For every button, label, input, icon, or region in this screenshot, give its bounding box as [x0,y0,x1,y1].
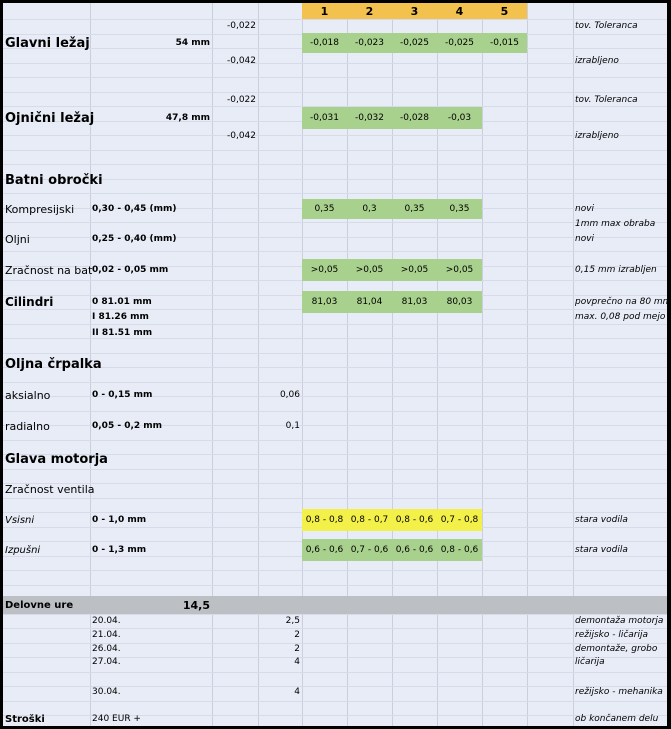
table-row [3,33,667,53]
grid-line [3,411,667,412]
table-row [3,229,667,249]
grid-line [3,251,667,252]
table-cell[interactable]: 54 mm [175,38,210,48]
value-cell[interactable]: -0,03 [437,107,482,129]
table-row [3,93,667,107]
value-cell[interactable]: 0,8 - 0,8 [302,509,347,531]
column-header-5[interactable]: 5 [482,3,527,19]
table-cell[interactable]: 2 [294,644,300,654]
grid-line [3,701,667,702]
table-row [3,447,667,471]
table-cell[interactable]: 0 - 1,0 mm [92,515,147,525]
value-cell[interactable]: -0,025 [392,33,437,53]
table-cell[interactable]: 0 81.01 mm [92,297,152,307]
table-row [3,596,667,614]
value-cell[interactable]: >0,05 [392,259,437,281]
table-cell[interactable]: novi [575,204,595,214]
table-cell[interactable]: -0,042 [226,131,256,141]
table-row [3,479,667,499]
value-cell[interactable]: -0,018 [302,33,347,53]
table-cell[interactable]: II 81.51 mm [92,328,153,338]
table-cell[interactable]: Batni obročki [5,172,103,188]
table-row [3,642,667,656]
table-row [3,129,667,143]
table-cell[interactable]: 47,8 mm [165,113,210,123]
value-cell[interactable]: 0,8 - 0,7 [347,509,392,531]
table-cell[interactable]: 0,02 - 0,05 mm [92,265,169,275]
spreadsheet-grid [3,3,671,726]
table-row [3,684,667,700]
table-cell[interactable]: Ojnični ležaj [5,110,95,126]
table-row [3,539,667,561]
table-row [3,107,667,129]
table-row [3,711,667,727]
table-cell[interactable]: Glava motorja [5,451,108,467]
table-row [3,325,667,341]
value-cell[interactable]: >0,05 [302,259,347,281]
table-cell[interactable]: demontaže, grobo [575,644,658,654]
value-cell[interactable]: -0,023 [347,33,392,53]
table-cell[interactable]: 0,05 - 0,2 mm [92,421,163,431]
table-cell[interactable]: povprečno na 80 mm [575,297,671,307]
column-header-4[interactable]: 4 [437,3,482,19]
table-row [3,259,667,281]
table-cell[interactable]: stara vodila [575,515,628,525]
table-cell[interactable]: 240 EUR + [92,714,141,724]
grid-line [3,382,667,383]
table-cell[interactable]: Oljna črpalka [5,356,102,372]
table-row [3,199,667,219]
grid-line [3,164,667,165]
value-cell[interactable]: 0,7 - 0,6 [347,539,392,561]
table-row [3,53,667,69]
table-cell[interactable]: 21.04. [92,630,121,640]
column-header-3[interactable]: 3 [392,3,437,19]
table-cell[interactable]: Glavni ležaj [5,35,90,51]
table-cell[interactable]: 4 [294,687,300,697]
value-cell[interactable]: >0,05 [437,259,482,281]
table-cell[interactable]: 26.04. [92,644,121,654]
value-cell[interactable]: 0,35 [392,199,437,219]
table-cell[interactable]: I 81.26 mm [92,312,149,322]
value-cell[interactable]: 81,03 [302,291,347,313]
value-cell[interactable]: 0,3 [347,199,392,219]
table-cell[interactable]: Izpušni [5,544,41,556]
value-cell[interactable]: 0,8 - 0,6 [392,509,437,531]
table-cell[interactable]: -0,022 [226,95,256,105]
value-cell[interactable]: 0,6 - 0,6 [392,539,437,561]
grid-line [3,193,667,194]
table-cell[interactable]: 0,30 - 0,45 (mm) [92,204,177,214]
value-cell[interactable]: -0,025 [437,33,482,53]
table-cell[interactable]: Vsisni [5,514,35,526]
table-cell[interactable]: stara vodila [575,545,628,555]
grid-line [3,585,667,586]
table-cell[interactable]: aksialno [5,388,51,402]
value-cell[interactable]: -0,028 [392,107,437,129]
value-cell[interactable]: -0,032 [347,107,392,129]
table-cell[interactable]: 2,5 [285,616,300,626]
table-cell[interactable]: ličarija [575,657,605,667]
table-cell[interactable]: 2 [294,630,300,640]
table-cell[interactable]: 0,06 [279,390,300,400]
grid-line [3,570,667,571]
table-cell[interactable]: 1mm max obraba [575,219,656,229]
table-cell[interactable]: Cilindri [5,295,54,309]
table-cell[interactable]: max. 0,08 pod mejo [575,312,666,322]
table-cell[interactable]: Delovne ure [5,599,74,611]
table-row [3,385,667,405]
value-cell[interactable]: 81,03 [392,291,437,313]
value-cell[interactable]: 0,35 [437,199,482,219]
table-cell[interactable]: 30.04. [92,687,121,697]
value-cell[interactable]: 0,35 [302,199,347,219]
table-cell[interactable]: 0 - 0,15 mm [92,390,153,400]
table-cell[interactable]: 4 [294,657,300,667]
value-cell[interactable]: 81,04 [347,291,392,313]
table-cell[interactable]: režijsko - mehanika [575,687,663,697]
table-cell[interactable]: 14,5 [182,598,210,612]
table-cell[interactable]: ob končanem delu [575,714,659,724]
value-cell[interactable]: -0,015 [482,33,527,53]
table-row [3,509,667,531]
table-cell[interactable]: -0,022 [226,21,256,31]
table-cell[interactable]: Stroški [5,713,45,725]
value-cell[interactable]: -0,031 [302,107,347,129]
table-cell[interactable]: -0,042 [226,56,256,66]
table-cell[interactable]: izrabljeno [575,56,619,66]
table-cell[interactable]: tov. Toleranca [575,21,638,31]
table-cell[interactable]: izrabljeno [575,131,619,141]
grid-line [3,440,667,441]
value-cell[interactable]: >0,05 [347,259,392,281]
value-cell[interactable]: 0,8 - 0,6 [437,539,482,561]
table-row [3,614,667,628]
table-cell[interactable]: radialno [5,419,50,433]
table-row [3,416,667,436]
column-header-row [3,3,667,19]
table-cell[interactable]: režijsko - ličarija [575,630,649,640]
table-cell[interactable]: 0,1 [285,421,300,431]
table-cell[interactable]: novi [575,234,595,244]
table-cell[interactable]: demontaža motorja [575,616,664,626]
table-cell[interactable]: 20.04. [92,616,121,626]
table-row [3,69,667,83]
table-cell[interactable]: 0,25 - 0,40 (mm) [92,234,177,244]
grid-line [3,150,667,151]
table-row [3,309,667,325]
table-cell[interactable]: Kompresijski [5,202,75,216]
table-row [3,168,667,192]
column-header-2[interactable]: 2 [347,3,392,19]
table-cell[interactable]: Zračnost na bat [5,263,93,277]
value-cell[interactable]: 0,6 - 0,6 [302,539,347,561]
table-row [3,352,667,376]
table-cell[interactable]: tov. Toleranca [575,95,638,105]
table-cell[interactable]: Oljni [5,232,30,246]
table-row [3,19,667,33]
column-header-1[interactable]: 1 [302,3,347,19]
table-cell[interactable]: 0 - 1,3 mm [92,545,147,555]
table-cell[interactable]: 0,15 mm izrabljen [575,265,657,275]
table-cell[interactable]: Zračnost ventila [5,482,95,496]
value-cell[interactable]: 0,7 - 0,8 [437,509,482,531]
table-row [3,655,667,669]
grid-line [3,672,667,673]
value-cell[interactable]: 80,03 [437,291,482,313]
table-row [3,628,667,642]
table-cell[interactable]: 27.04. [92,657,121,667]
